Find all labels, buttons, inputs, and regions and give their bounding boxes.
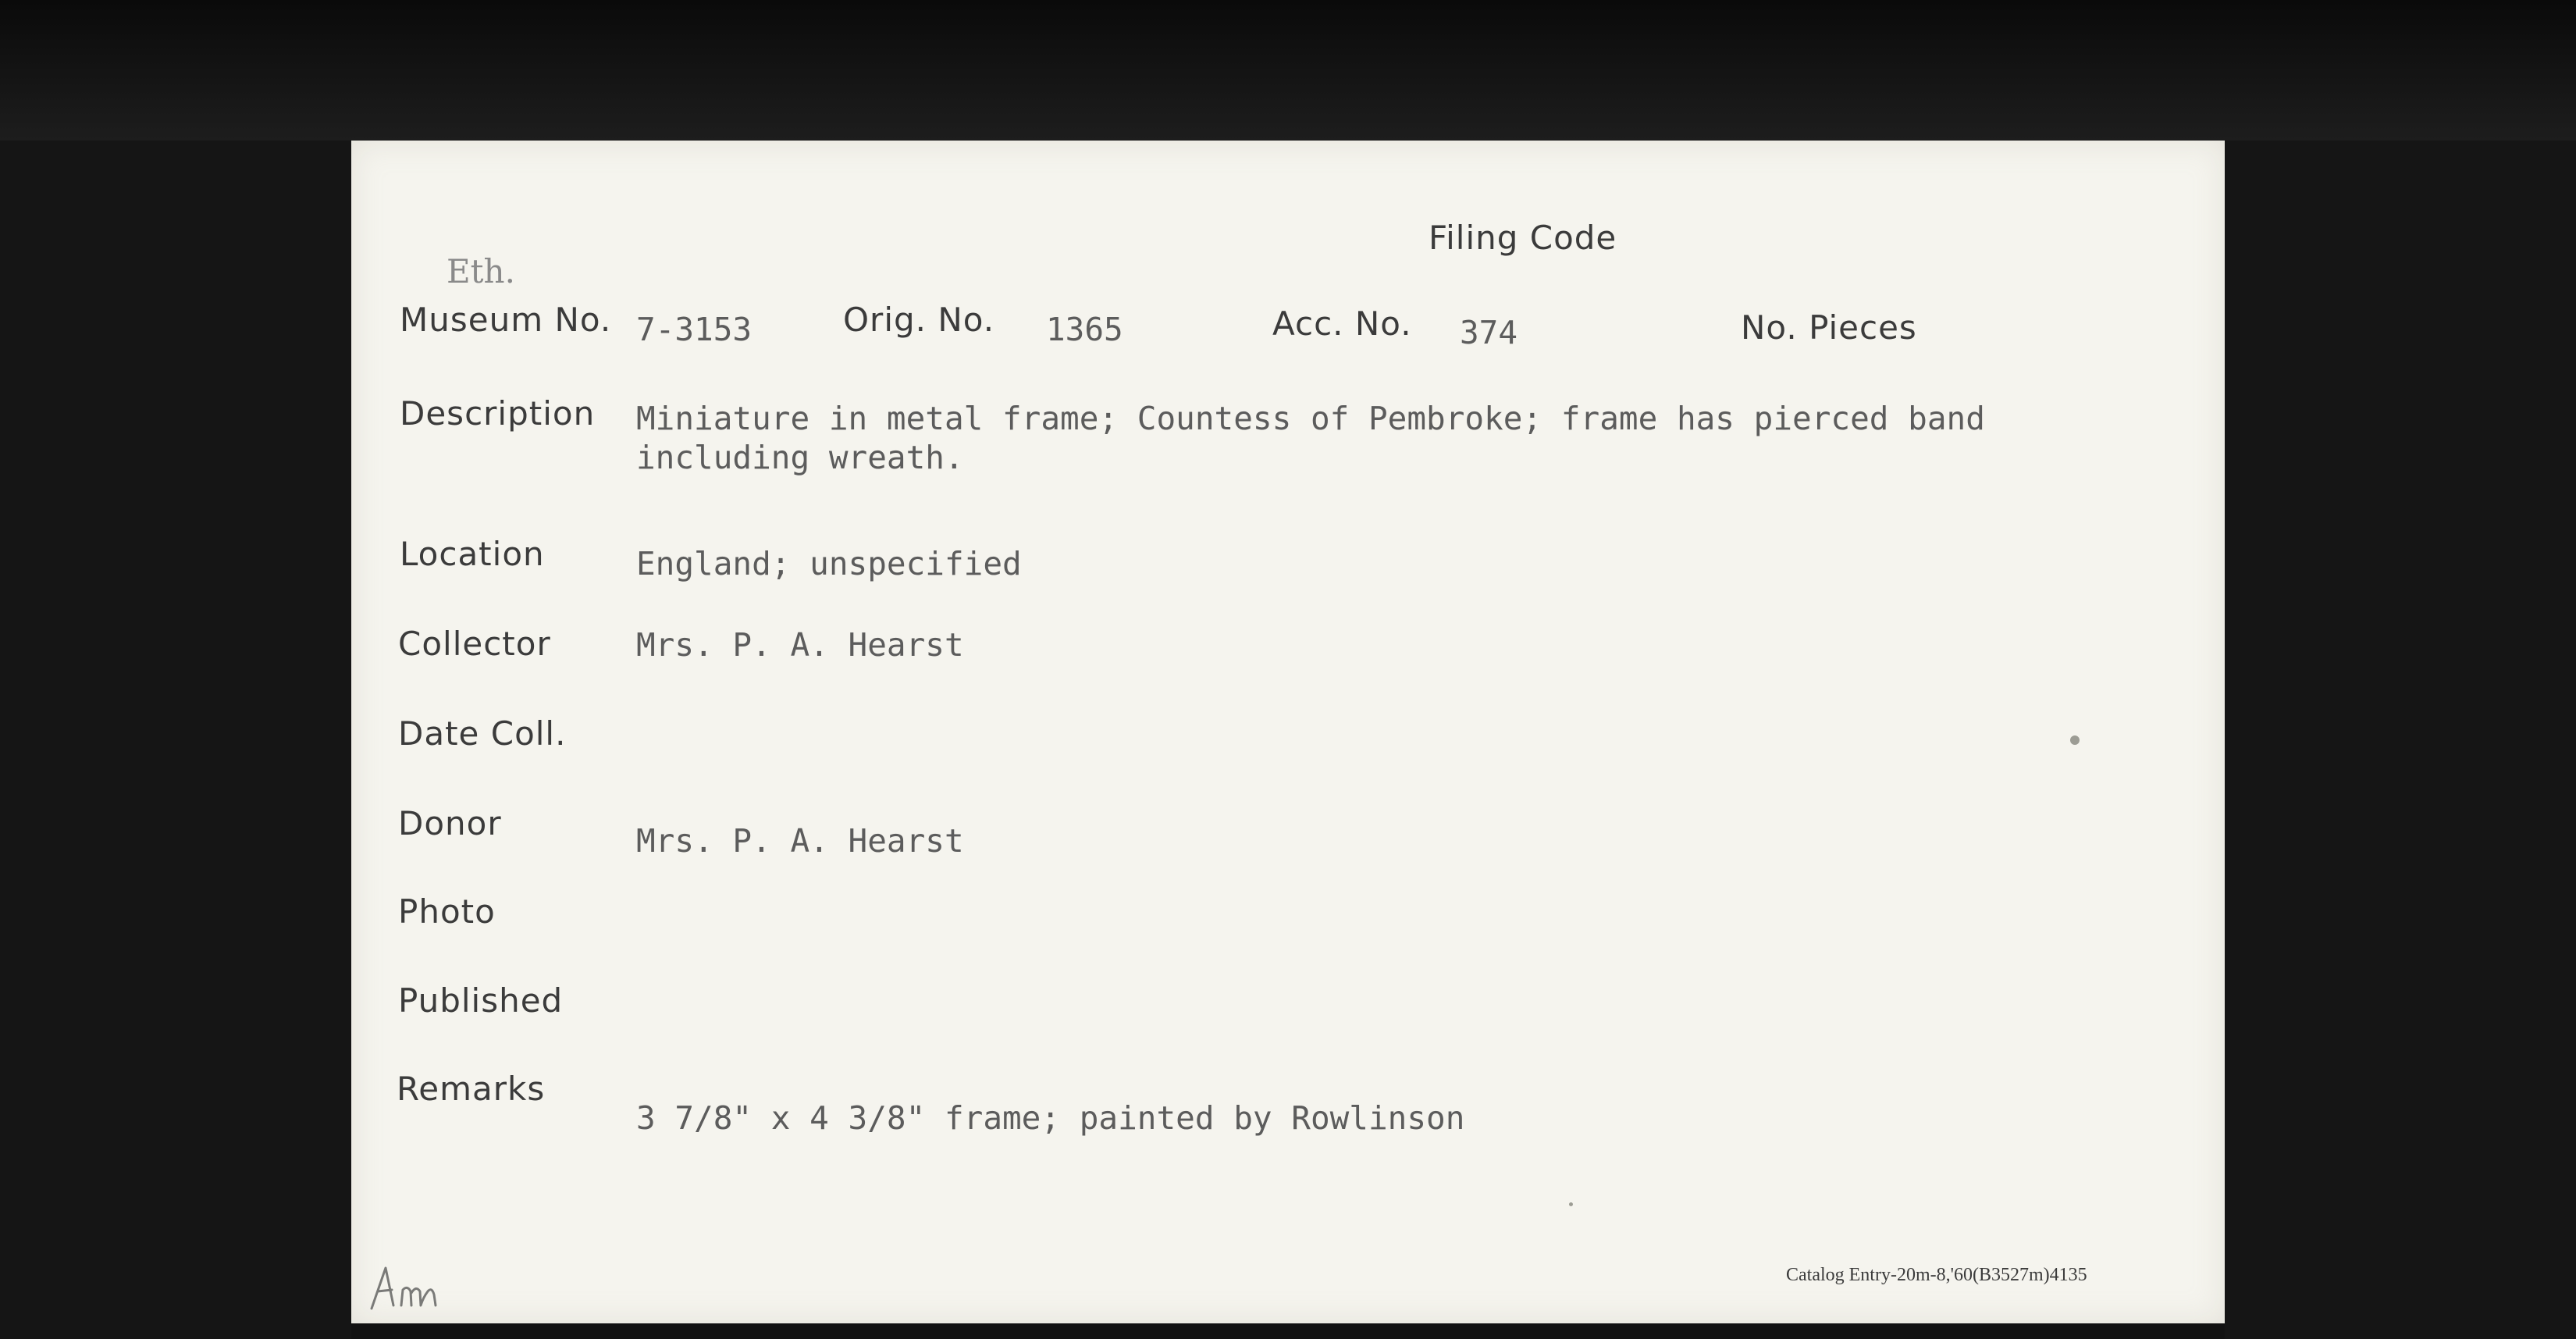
acc-no-label: Acc. No. [1272,304,1412,343]
location-label: Location [400,535,545,573]
catalog-card [351,141,2225,1323]
orig-no-value: 1365 [1046,311,1123,348]
scan-background-left [0,141,351,1339]
filing-code-label: Filing Code [1429,219,1617,257]
collector-label: Collector [398,625,551,663]
paper-speck [2070,735,2080,745]
description-line-1: Miniature in metal frame; Countess of Pembroke; frame has pierced band [636,400,1985,437]
acc-no-value: 374 [1460,314,1518,351]
published-label: Published [398,981,564,1020]
remarks-value: 3 7/8" x 4 3/8" frame; painted by Rowlinson [636,1099,1465,1137]
department-stamp: Eth. [447,252,515,290]
museum-no-label: Museum No. [400,301,612,339]
handwritten-initials [367,1257,453,1319]
no-pieces-label: No. Pieces [1741,308,1917,347]
photo-label: Photo [398,892,496,931]
description-label: Description [400,394,596,433]
scan-background-top [0,0,2576,141]
scan-background-right [2225,141,2576,1339]
paper-speck [1569,1202,1573,1206]
museum-no-value: 7-3153 [636,311,753,348]
catalog-footer-print: Catalog Entry-20m-8,'60(B3527m)4135 [1786,1265,2087,1285]
description-line-2: including wreath. [636,439,964,476]
donor-value: Mrs. P. A. Hearst [636,822,964,860]
collector-value: Mrs. P. A. Hearst [636,626,964,664]
donor-label: Donor [398,804,502,842]
location-value: England; unspecified [636,545,1022,582]
remarks-label: Remarks [397,1070,546,1108]
date-coll-label: Date Coll. [398,714,567,753]
orig-no-label: Orig. No. [843,301,995,339]
